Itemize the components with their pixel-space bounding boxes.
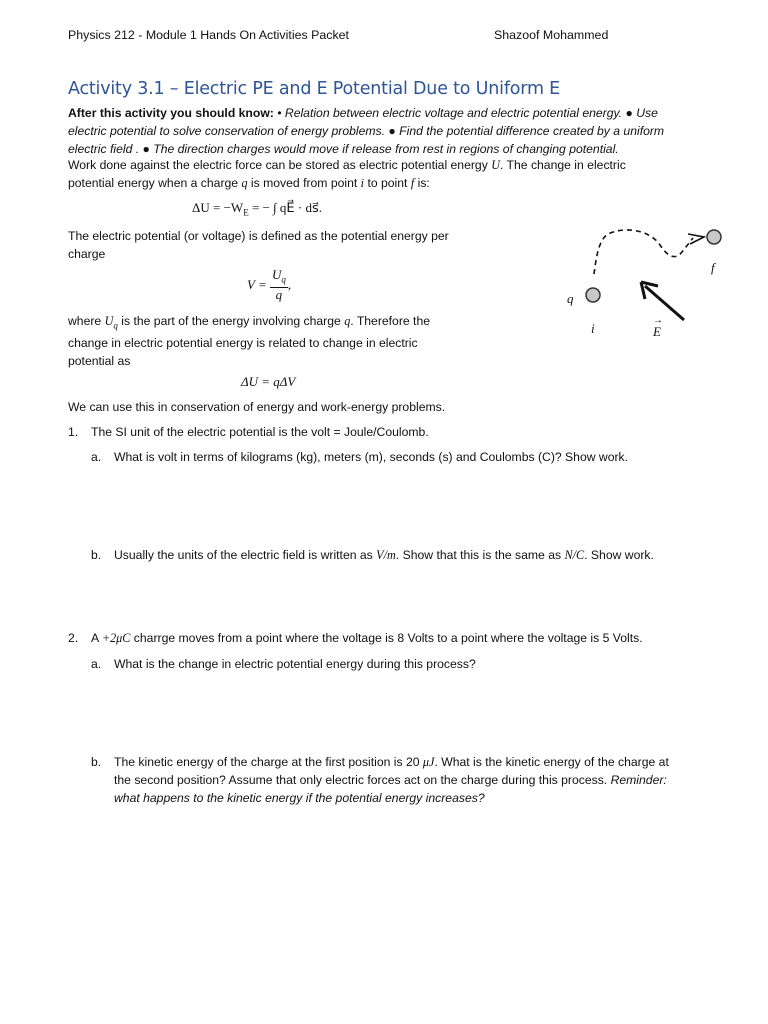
question-2-number: 2.	[68, 631, 79, 645]
header-left: Physics 212 - Module 1 Hands On Activities Packet	[68, 28, 349, 42]
equation-subscript: E	[243, 207, 249, 218]
question-1a-letter: a.	[91, 450, 102, 464]
where-text: is the part of the energy involving charge	[117, 314, 345, 328]
question-1-text: The SI unit of the electric potential is the volt = Joule/Coulomb.	[91, 425, 429, 439]
fraction-numerator: U	[271, 267, 282, 282]
intro-text: is moved from point	[247, 176, 361, 190]
symbol-U: U	[104, 314, 114, 328]
q2b-text: the second position? Assume that only electric forces act on the charge during this process.	[114, 773, 611, 787]
q2b-reminder: Reminder:	[610, 773, 667, 787]
path-arrowhead	[688, 234, 704, 244]
delta-u-equation: ΔU = qΔV	[241, 374, 296, 389]
header-author: Shazoof Mohammed	[494, 28, 609, 42]
where-text: potential as	[68, 354, 131, 369]
label-E-text: E	[653, 324, 661, 339]
q1b-text: . Show work.	[584, 548, 654, 562]
potential-def-line: The electric potential (or voltage) is defined as the potential energy per	[68, 229, 449, 243]
intro-text: is:	[414, 176, 430, 190]
symbol-U: U	[491, 158, 500, 172]
objectives-line3: electric field . ● The direction charges would move if release from rest in regions of changing potential.	[68, 142, 619, 156]
q2b-reminder: what happens to the kinetic energy if the potential energy increases?	[114, 791, 485, 805]
objectives-line2: electric potential to solve conservation of energy problems. ● Find the potential difference created by a uniform	[68, 124, 665, 138]
unit-microjoule: μJ	[422, 755, 435, 769]
question-2-text	[91, 629, 711, 647]
intro-text: . The change in electric	[500, 158, 626, 172]
fraction	[270, 268, 288, 302]
q2-text: charrge moves from a point where the voltage is 8 Volts to a point where the voltage is 5 Volts.	[130, 631, 643, 645]
fraction-denominator: q	[275, 286, 283, 302]
question-2b-text	[114, 753, 714, 807]
symbol-i: i	[360, 176, 365, 190]
work-equation	[192, 200, 322, 218]
electric-field-arrow	[645, 286, 684, 320]
symbol-f: f	[410, 176, 415, 190]
question-2b-letter: b.	[91, 755, 102, 769]
unit-n-per-c: N/C	[564, 548, 585, 562]
activity-title: Activity 3.1 – Electric PE and E Potential Due to Uniform E	[68, 79, 561, 99]
conservation-text: We can use this in conservation of energy and work-energy problems.	[68, 400, 446, 414]
where-text: where	[68, 314, 105, 328]
unit-v-per-m: V/m	[376, 548, 396, 562]
question-1a-text: What is volt in terms of kilograms (kg), meters (m), seconds (s) and Coulombs (C)? Show work.	[114, 450, 629, 464]
objectives-line1: • Relation between electric voltage and electric potential energy. ● Use	[273, 106, 658, 120]
question-1-number: 1.	[68, 425, 79, 439]
q1b-text: Usually the units of the electric field is written as	[114, 548, 377, 562]
equation-lhs: V =	[247, 276, 270, 292]
potential-def-line: charge	[68, 247, 106, 261]
q1b-text: . Show that this is the same as	[395, 548, 565, 562]
intro-text: to point	[364, 176, 411, 190]
label-E: → E	[653, 315, 663, 339]
fraction-subscript: q	[281, 274, 286, 285]
symbol-q: q	[344, 314, 351, 328]
intro-text: potential energy when a charge	[68, 176, 242, 190]
charge-value: +2μC	[101, 631, 131, 645]
symbol-subscript: q	[113, 320, 118, 331]
where-text: . Therefore the	[350, 314, 430, 328]
potential-definition	[68, 227, 488, 263]
objectives-lead: After this activity you should know:	[68, 106, 274, 120]
label-i: i	[591, 321, 595, 336]
intro-paragraph	[68, 156, 708, 192]
voltage-equation: V = $\frac{U_q}{q}$ ,	[247, 267, 292, 302]
label-q: q	[567, 291, 574, 306]
q2b-text: The kinetic energy of the charge at the first position is 20	[114, 755, 423, 769]
equation-part: ΔU = −W	[192, 200, 244, 215]
question-2a-letter: a.	[91, 657, 102, 671]
question-1b-text	[114, 546, 714, 564]
where-text: change in electric potential energy is related to change in electric	[68, 336, 418, 351]
question-2a-text: What is the change in electric potential energy during this process?	[114, 657, 476, 671]
q2b-text: . What is the kinetic energy of the charge at	[434, 755, 669, 769]
initial-charge-point	[586, 288, 600, 302]
symbol-q: q	[241, 176, 248, 190]
label-f: f	[711, 260, 715, 275]
where-paragraph	[68, 312, 488, 370]
intro-text: Work done against the electric force can be stored as electric potential energy	[68, 158, 492, 172]
charge-path-diagram	[540, 220, 740, 350]
objectives	[68, 104, 708, 158]
question-1b-letter: b.	[91, 548, 102, 562]
dashed-path	[594, 230, 693, 274]
equation-part: = − ∫ qE⃗ · ds⃗.	[248, 200, 322, 215]
q2-text: A	[91, 631, 102, 645]
final-point	[707, 230, 721, 244]
